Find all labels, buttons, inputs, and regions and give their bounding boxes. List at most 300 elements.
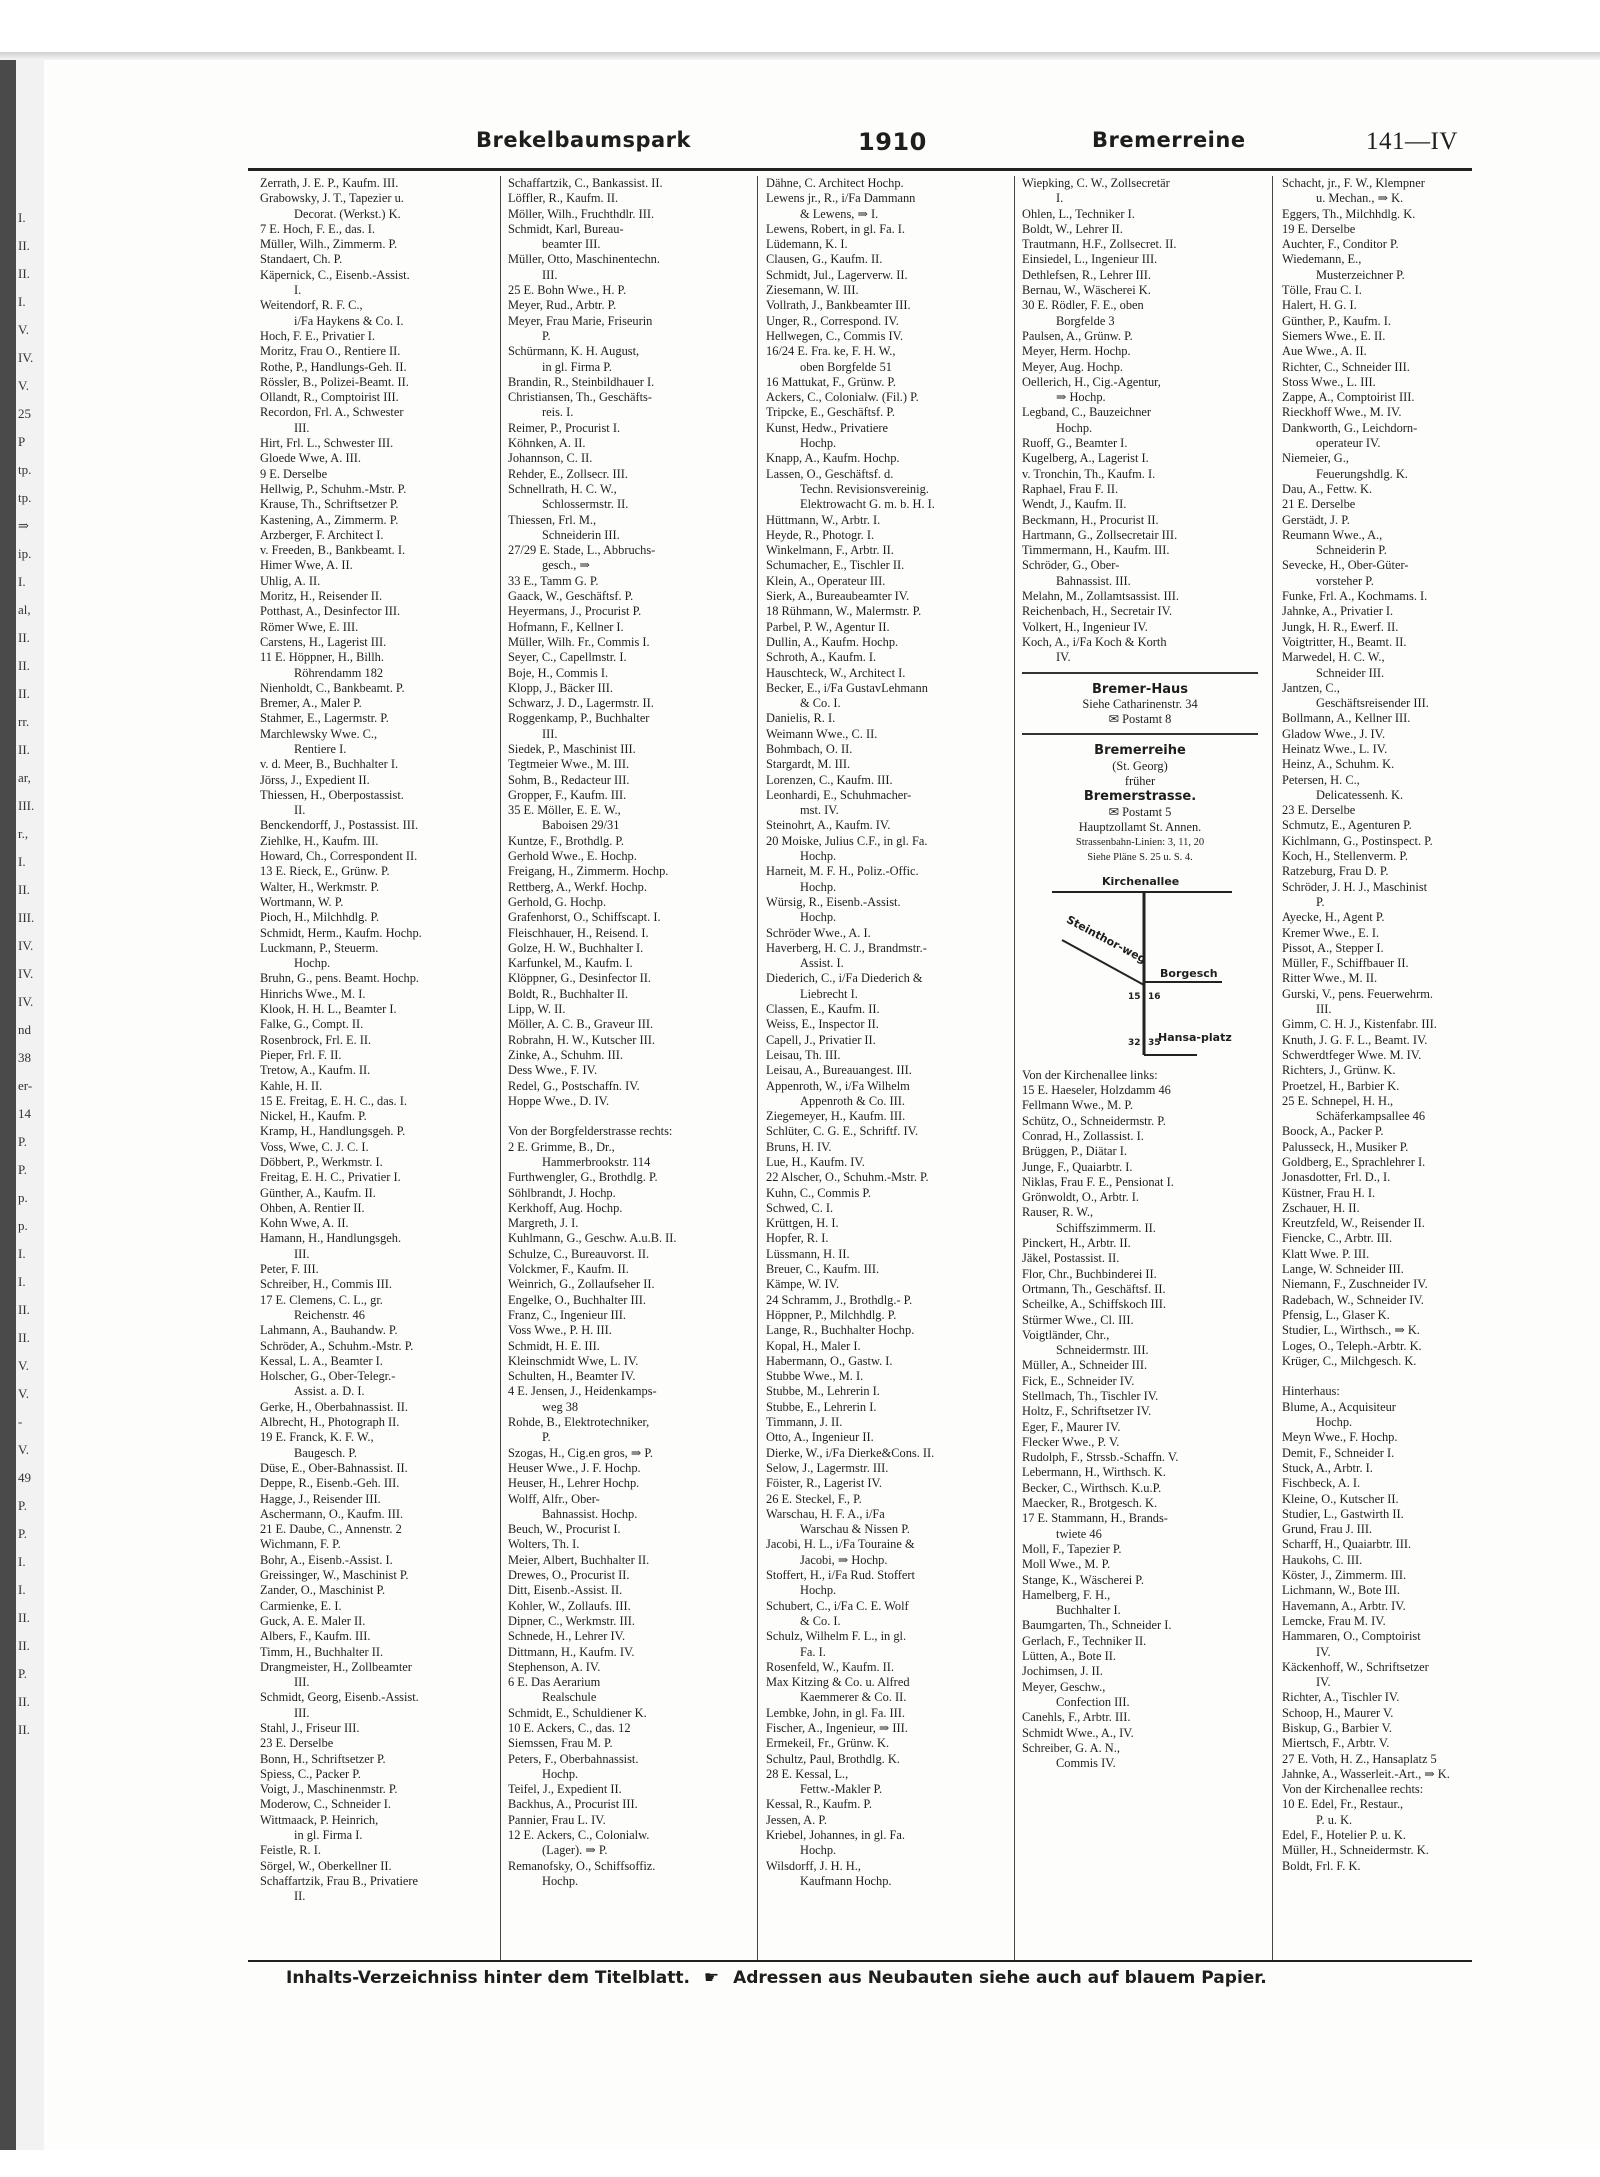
previous-page-mark: 38 (18, 1050, 31, 1065)
directory-entry: Realschule (542, 1690, 597, 1705)
previous-page-mark: I. (18, 1582, 26, 1597)
directory-entry: Sierk, A., Bureaubeamter IV. (766, 589, 910, 604)
directory-entry: Müller, Wilh., Zimmerm. P. (260, 237, 398, 252)
column-1 (260, 176, 488, 1966)
directory-entry: Jacobi, H. L., i/Fa Touraine & (766, 1537, 915, 1552)
directory-entry: Jahnke, A., Wasserleit.-Art., ⇒ K. (1282, 1766, 1450, 1781)
directory-entry: Pieper, Frl. F. II. (260, 1047, 342, 1062)
directory-entry: Schröder, J. H. J., Maschinist (1282, 879, 1428, 894)
directory-entry: Roggenkamp, P., Buchhalter (508, 711, 650, 726)
directory-entry: Klook, H. H. L., Beamter I. (260, 1002, 397, 1017)
directory-entry: Feuerungshdlg. K. (1316, 466, 1408, 481)
map-number-16: 16 (1148, 991, 1161, 1002)
directory-entry: 28 E. Kessal, L., (766, 1766, 849, 1781)
directory-entry: Lahmann, A., Bauhandw. P. (260, 1323, 398, 1338)
directory-entry: Lemcke, Frau M. IV. (1282, 1613, 1386, 1628)
directory-entry: Fa. I. (800, 1644, 826, 1659)
directory-entry: Hoppe Wwe., D. IV. (508, 1093, 610, 1108)
previous-page-mark: II. (18, 882, 30, 897)
directory-entry: Wichmann, F. P. (260, 1537, 341, 1552)
directory-entry: Stahmer, E., Lagermstr. P. (260, 711, 389, 726)
directory-entry: Haverberg, H. C. J., Brandmstr.- (766, 940, 927, 955)
directory-entry: Stubbe, M., Lehrerin I. (766, 1384, 880, 1399)
directory-entry: Appenroth, W., i/Fa Wilhelm (766, 1078, 910, 1093)
directory-entry: Lue, H., Kaufm. IV. (766, 1155, 865, 1169)
directory-entry: Greissinger, W., Maschinist P. (260, 1568, 409, 1583)
directory-entry: Elektrowacht G. m. b. H. I. (800, 497, 935, 512)
directory-entry: Drewes, O., Procurist II. (508, 1568, 630, 1583)
directory-entry: operateur IV. (1316, 436, 1381, 451)
previous-page-mark: I. (18, 574, 26, 589)
directory-entry: Günther, A., Kaufm. II. (260, 1185, 376, 1200)
directory-entry: Voss, Wwe, C. J. C. I. (260, 1139, 369, 1154)
directory-entry: III. (294, 420, 310, 435)
directory-entry: Ortmann, Th., Geschäftsf. II. (1022, 1281, 1166, 1296)
column-2 (508, 176, 744, 1966)
page-footer (286, 1968, 1476, 1988)
directory-entry: Becker, C., Wirthsch. K.u.P. (1022, 1480, 1162, 1495)
directory-entry: Aschermann, O., Kaufm. III. (260, 1506, 404, 1521)
directory-entry: Holscher, G., Ober-Telegr.- (260, 1369, 396, 1384)
directory-entry: Eger, F., Maurer IV. (1022, 1419, 1121, 1434)
directory-entry: Schreiber, G. A. N., (1022, 1740, 1120, 1755)
directory-entry: Knapp, A., Kaufm. Hochp. (766, 451, 900, 466)
directory-entry: Paulsen, A., Grünw. P. (1022, 328, 1133, 343)
directory-entry: & Co. I. (800, 696, 841, 711)
directory-entry: Rössler, B., Polizei-Beamt. II. (260, 374, 409, 389)
directory-entry: Rohde, B., Elektrotechniker, (508, 1415, 650, 1430)
directory-entry: 22 Alscher, O., Schuhm.-Mstr. P. (766, 1170, 929, 1185)
directory-entry: Wiedemann, E., (1282, 252, 1362, 267)
directory-entry: Gaack, W., Geschäftsf. P. (508, 589, 634, 604)
previous-page-mark: IV. (18, 994, 34, 1009)
directory-entry: 25 E. Bohn Wwe., H. P. (508, 283, 627, 298)
directory-entry: Feistle, R. I. (260, 1843, 321, 1858)
directory-entry: Hochp. (800, 910, 837, 925)
directory-entry: Ackers, C., Colonialw. (Fil.) P. (766, 390, 919, 405)
previous-page-mark: V. (18, 1386, 29, 1401)
directory-entry: Zerrath, J. E. P., Kaufm. III. (260, 176, 399, 190)
directory-entry: Zschauer, H. II. (1282, 1200, 1360, 1215)
directory-entry: Hochp. (800, 1583, 837, 1598)
directory-entry: Richters, J., Grünw. K. (1282, 1063, 1396, 1078)
previous-page-mark: II. (18, 266, 30, 281)
directory-entry: 21 E. Daube, C., Annenstr. 2 (260, 1522, 402, 1537)
directory-entry: III. (1316, 1002, 1332, 1017)
directory-entry: Borgfelde 3 (1056, 313, 1115, 328)
directory-entry: v. d. Meer, B., Buchhalter I. (260, 757, 399, 772)
directory-entry: Havemann, A., Arbtr. IV. (1282, 1598, 1406, 1613)
directory-entry: Ruoff, G., Beamter I. (1022, 436, 1128, 451)
directory-entry: Knuth, J. G. F. L., Beamt. IV. (1282, 1032, 1428, 1047)
directory-entry: Hochp. (800, 879, 837, 894)
directory-entry: Dähne, C. Architect Hochp. (766, 176, 904, 190)
directory-entry: 10 E. Ackers, C., das. 12 (508, 1720, 631, 1735)
directory-entry: Zinke, A., Schuhm. III. (508, 1047, 623, 1062)
directory-entry: Kriebel, Johannes, in gl. Fa. (766, 1828, 906, 1843)
directory-entry: Carstens, H., Lagerist III. (260, 634, 387, 649)
directory-entry: II. (294, 1889, 306, 1904)
directory-entry: Hoch, F. E., Privatier I. (260, 328, 375, 343)
directory-entry: Wiepking, C. W., Zollsecretär (1022, 176, 1170, 190)
column-4-bottom (1022, 1068, 1258, 1772)
directory-entry: Warschau, H. F. A., i/Fa (766, 1506, 885, 1521)
directory-entry: Eggers, Th., Milchhdlg. K. (1282, 206, 1416, 221)
previous-page-mark: r., (18, 826, 29, 841)
directory-entry: Schütz, O., Schneidermstr. P. (1022, 1113, 1166, 1128)
previous-page-mark: p. (18, 1190, 28, 1205)
directory-entry: 20 Moiske, Julius C.F., in gl. Fa. (766, 833, 928, 848)
directory-entry: Classen, E., Kaufm. II. (766, 1002, 880, 1017)
directory-entry: Kugelberg, A., Lagerist I. (1022, 451, 1149, 466)
previous-page-mark: V. (18, 1442, 29, 1457)
directory-entry: Hartmann, G., Zollsecretair III. (1022, 527, 1178, 542)
previous-page-mark: P. (18, 1666, 28, 1681)
footer-newbuild-note: Adressen aus Neubauten siehe auch auf blauem Papier. (733, 1968, 1267, 1988)
directory-entry: Walter, H., Werkmstr. P. (260, 879, 380, 894)
directory-entry: Sohm, B., Redacteur III. (508, 772, 630, 787)
directory-entry: 7 E. Hoch, F. E., das. I. (260, 221, 375, 236)
directory-entry: Lüssmann, H. II. (766, 1246, 850, 1261)
directory-entry: Fick, E., Schneider IV. (1022, 1373, 1135, 1388)
directory-entry: Beuch, W., Procurist I. (508, 1522, 621, 1537)
directory-entry: 13 E. Rieck, E., Grünw. P. (260, 864, 390, 879)
directory-entry: 25 E. Schnepel, H. H., (1282, 1093, 1394, 1108)
directory-entry: Schäferkampsallee 46 (1316, 1109, 1426, 1124)
directory-entry: Commis IV. (1056, 1756, 1116, 1771)
directory-entry: Würsig, R., Eisenb.-Assist. (766, 894, 901, 909)
directory-entry: Zander, O., Maschinist P. (260, 1583, 386, 1598)
directory-entry: Voigtritter, H., Beamt. II. (1282, 634, 1407, 649)
directory-entry: Schmidt, Jul., Lagerverw. II. (766, 267, 908, 282)
header-street-right: Bremerreine (1092, 128, 1246, 152)
directory-entry: Baumgarten, Th., Schneider I. (1022, 1618, 1172, 1633)
directory-entry: Baugesch. P. (294, 1445, 357, 1460)
directory-entry: Siemers Wwe., E. II. (1282, 328, 1386, 343)
directory-entry: 27/29 E. Stade, L., Abbruchs- (508, 543, 656, 558)
directory-entry: Volkert, H., Ingenieur IV. (1022, 619, 1148, 634)
directory-entry: Jungk, H. R., Ewerf. II. (1282, 619, 1399, 634)
directory-entry: Gropper, F., Kaufm. III. (508, 787, 627, 802)
directory-entry: Weitendorf, R. F. C., (260, 298, 363, 313)
directory-entry: Confection III. (1056, 1694, 1130, 1709)
directory-entry: Niemann, F., Zuschneider IV. (1282, 1277, 1428, 1292)
directory-entry: Petersen, H. C., (1282, 772, 1360, 787)
directory-entry: Grabowsky, J. T., Tapezier u. (260, 191, 404, 206)
directory-entry: Kessal, R., Kaufm. P. (766, 1797, 873, 1812)
previous-page-mark: I. (18, 1554, 26, 1569)
directory-entry: Weiss, E., Inspector II. (766, 1017, 879, 1032)
directory-entry: Ohben, A. Rentier II. (260, 1200, 365, 1215)
directory-entry: twiete 46 (1056, 1526, 1102, 1541)
column-divider (500, 176, 501, 1961)
directory-entry: Schumacher, E., Tischler II. (766, 558, 905, 573)
directory-entry: Redel, G., Postschaffn. IV. (508, 1078, 640, 1093)
directory-entry: Junge, F., Quaiarbtr. I. (1022, 1159, 1133, 1174)
directory-entry: Reichenbach, H., Secretair IV. (1022, 604, 1173, 619)
directory-entry: Jahnke, A., Privatier I. (1282, 604, 1394, 619)
box-rule (1022, 733, 1258, 735)
directory-entry: Wilsdorff, J. H. H., (766, 1858, 861, 1873)
previous-page-mark: 49 (18, 1470, 31, 1485)
directory-entry: Hochp. (800, 436, 837, 451)
directory-entry: Remanofsky, O., Schiffsoffiz. (508, 1858, 656, 1873)
directory-entry: Steinohrt, A., Kaufm. IV. (766, 818, 891, 833)
directory-entry: Freitag, E. H. C., Privatier I. (260, 1170, 401, 1185)
directory-entry: Dipner, C., Werkmstr. III. (508, 1613, 635, 1628)
directory-entry: Golze, H. W., Buchhalter I. (508, 940, 644, 955)
directory-entry: Hopfer, R. I. (766, 1231, 829, 1246)
directory-entry: Schubert, C., i/Fa C. E. Wolf (766, 1598, 909, 1613)
directory-entry: Kohler, W., Zollaufs. III. (508, 1598, 631, 1613)
directory-entry: Ziesemann, W. III. (766, 283, 859, 298)
directory-entry: Klöppner, G., Desinfector II. (508, 971, 651, 986)
directory-entry: Johannson, C. II. (508, 451, 593, 466)
directory-entry: Oellerich, H., Cig.-Agentur, (1022, 374, 1161, 389)
previous-page-mark: ⇒ (18, 518, 29, 533)
directory-entry: i/Fa Haykens & Co. I. (294, 313, 404, 328)
previous-page-mark: al, (18, 602, 31, 617)
directory-entry: Hinrichs Wwe., M. I. (260, 986, 366, 1001)
previous-page-mark: V. (18, 378, 29, 393)
directory-entry: Bernau, W., Wäscherei K. (1022, 283, 1151, 298)
directory-entry: vorsteher P. (1316, 573, 1374, 588)
directory-entry: & Lewens, ⇒ I. (800, 206, 879, 221)
directory-entry: Gladow Wwe., J. IV. (1282, 726, 1386, 741)
previous-page-mark: P. (18, 1162, 28, 1177)
directory-entry: Wolters, Th. I. (508, 1537, 580, 1552)
directory-entry: Unger, R., Correspond. IV. (766, 313, 899, 328)
directory-entry: Wortmann, W. P. (260, 894, 344, 909)
directory-entry: gesch., ⇒ (542, 558, 590, 573)
directory-entry: Rosenbrock, Frl. E. II. (260, 1032, 372, 1047)
directory-entry: Canehls, F., Arbtr. III. (1022, 1710, 1131, 1725)
bremerreihe-postamt: ✉ Postamt 5 (1108, 804, 1172, 819)
directory-entry: Loges, O., Teleph.-Arbtr. K. (1282, 1338, 1422, 1353)
directory-entry: Haukohs, C. III. (1282, 1552, 1363, 1567)
directory-entry: Tripcke, E., Geschäftsf. P. (766, 405, 895, 420)
directory-entry: Käpernick, C., Eisenb.-Assist. (260, 267, 410, 282)
directory-entry: (Lager). ⇒ P. (542, 1843, 608, 1858)
column-3 (766, 176, 1002, 1966)
directory-entry: Engelke, O., Buchhalter III. (508, 1292, 646, 1307)
directory-entry: Schmidt, H. E. III. (508, 1338, 600, 1353)
directory-entry: Guck, A. E. Maler II. (260, 1613, 366, 1628)
directory-entry: mst. IV. (800, 803, 839, 818)
directory-entry: Bruns, H. IV. (766, 1139, 832, 1154)
directory-entry: Schacht, jr., F. W., Klempner (1282, 176, 1425, 190)
directory-entry: Nickel, H., Kaufm. P. (260, 1109, 367, 1124)
directory-entry: Timmann, J. II. (766, 1415, 843, 1430)
directory-entry: Dullin, A., Kaufm. Hochp. (766, 634, 899, 649)
footer-rule (248, 1960, 1472, 1962)
directory-entry: v. Tronchin, Th., Kaufm. I. (1022, 466, 1156, 481)
directory-entry: Weimann Wwe., C. II. (766, 726, 878, 741)
directory-entry: Biskup, G., Barbier V. (1282, 1720, 1393, 1735)
directory-entry: Jacobi, ⇒ Hochp. (800, 1552, 888, 1567)
directory-entry: P. u. K. (1316, 1812, 1353, 1827)
directory-entry: 23 E. Derselbe (1282, 803, 1356, 818)
previous-page-mark: P. (18, 1498, 28, 1513)
directory-entry: Leisau, A., Bureauangest. III. (766, 1063, 912, 1078)
previous-page-mark: II. (18, 742, 30, 757)
directory-entry: Ratzeburg, Frau D. P. (1282, 864, 1389, 879)
directory-entry: Moritz, H., Reisender II. (260, 589, 383, 604)
directory-entry: Diederich, C., i/Fa Diederich & (766, 971, 923, 986)
directory-entry: Schaffartzik, Frau B., Privatiere (260, 1873, 419, 1888)
directory-entry: Wittmaack, P. Heinrich, (260, 1812, 379, 1827)
bremerreihe-title: Bremerreihe (1094, 743, 1186, 759)
directory-entry: Schröder, A., Schuhm.-Mstr. P. (260, 1338, 414, 1353)
directory-entry: Schmidt Wwe., A., IV. (1022, 1725, 1134, 1740)
directory-entry: Demit, F., Schneider I. (1282, 1445, 1395, 1460)
directory-entry: 9 E. Derselbe (260, 466, 328, 481)
directory-entry: Arzberger, F. Architect I. (260, 527, 384, 542)
directory-entry: III. (542, 726, 558, 741)
directory-entry: Kunst, Hedw., Privatiere (766, 420, 889, 435)
directory-entry: Studier, L., Wirthsch., ⇒ K. (1282, 1323, 1420, 1338)
directory-entry: Kremer Wwe., E. I. (1282, 925, 1380, 940)
directory-entry: Halert, H. G. I. (1282, 298, 1357, 313)
directory-entry: Klatt Wwe. P. III. (1282, 1246, 1370, 1261)
directory-entry: Musterzeichner P. (1316, 267, 1405, 282)
directory-entry: Kaemmerer & Co. II. (800, 1690, 907, 1705)
directory-entry: Boldt, Frl. F. K. (1282, 1858, 1361, 1873)
directory-entry: Conrad, H., Zollassist. I. (1022, 1128, 1144, 1143)
bremerreihe-strassenbahn: Strassenbahn-Linien: 3, 11, 20 (1075, 837, 1205, 849)
directory-entry: 16 Mattukat, F., Grünw. P. (766, 374, 897, 389)
directory-entry: Schlüter, C. G. E., Schriftf. IV. (766, 1124, 919, 1139)
directory-entry: Appenroth & Co. III. (800, 1093, 905, 1108)
directory-entry: Drangmeister, H., Zollbeamter (260, 1659, 412, 1674)
directory-entry: Melahn, M., Zollamtsassist. III. (1022, 589, 1179, 604)
directory-entry: Siemssen, Frau M. P. (508, 1736, 613, 1751)
directory-entry: Wendt, J., Kaufm. II. (1022, 497, 1127, 512)
directory-entry: Ayecke, H., Agent P. (1282, 910, 1385, 925)
directory-entry: Klopp, J., Bäcker III. (508, 680, 613, 695)
directory-entry: 10 E. Edel, Fr., Restaur., (1282, 1797, 1404, 1812)
directory-entry: Stoss Wwe., L. III. (1282, 374, 1376, 389)
directory-entry: Brüggen, P., Diätar I. (1022, 1144, 1127, 1159)
previous-page-mark: nd (18, 1022, 31, 1037)
directory-entry: 2 E. Grimme, B., Dr., (508, 1139, 615, 1154)
directory-entry: 4 E. Jensen, J., Heidenkamps- (508, 1384, 657, 1399)
directory-entry: 35 E. Möller, E. E. W., (508, 803, 621, 818)
directory-entry: Hamelberg, F. H., (1022, 1587, 1111, 1602)
directory-entry: P. (1316, 894, 1325, 909)
previous-page-mark: II. (18, 1302, 30, 1317)
directory-entry: in gl. Firma P. (542, 359, 612, 374)
map-label-steinthorweg: Steinthor-weg (1064, 912, 1149, 966)
directory-entry: Rosenfeld, W., Kaufm. II. (766, 1659, 895, 1674)
directory-entry: Baboisen 29/31 (542, 818, 620, 833)
previous-page-mark: tp. (18, 490, 32, 505)
directory-entry: Höppner, P., Milchhdlg. P. (766, 1307, 897, 1322)
directory-entry: Furthwengler, G., Brothdlg. P. (508, 1170, 658, 1185)
directory-entry: Bahnassist. III. (1056, 573, 1131, 588)
previous-page-mark: I. (18, 1246, 26, 1261)
directory-entry: Fischer, A., Ingenieur, ⇒ III. (766, 1720, 908, 1735)
directory-entry: Köster, J., Zimmerm. III. (1282, 1568, 1407, 1583)
directory-entry: Schröder, G., Ober- (1022, 558, 1120, 573)
directory-entry: Lipp, W. II. (508, 1002, 566, 1017)
directory-entry: Stubbe Wwe., M. I. (766, 1369, 864, 1384)
directory-entry: Schoop, H., Maurer V. (1282, 1705, 1394, 1720)
directory-entry: Käckenhoff, W., Schriftsetzer (1282, 1659, 1429, 1674)
directory-entry: Szogas, H., Cig.en gros, ⇒ P. (508, 1445, 653, 1460)
directory-entry: Schulten, H., Beamter IV. (508, 1369, 636, 1384)
directory-entry (508, 1109, 744, 1124)
directory-entry: Löffler, R., Kaufm. II. (508, 191, 619, 206)
directory-entry: Kreutzfeld, W., Reisender II. (1282, 1216, 1425, 1231)
map-label-borgesch: Borgesch (1160, 966, 1218, 980)
directory-entry: Einsiedel, L., Ingenieur III. (1022, 252, 1158, 267)
directory-entry: Pissot, A., Stepper I. (1282, 940, 1384, 955)
column-4-top (1022, 176, 1258, 666)
directory-entry: Funke, Frl. A., Kochmams. I. (1282, 589, 1428, 604)
previous-page-mark: er- (18, 1078, 33, 1093)
directory-entry: Voss Wwe., P. H. III. (508, 1323, 612, 1338)
directory-entry: Liebrecht I. (800, 986, 858, 1001)
directory-entry: Kleinschmidt Wwe, L. IV. (508, 1353, 639, 1368)
directory-entry: Meier, Albert, Buchhalter II. (508, 1552, 650, 1567)
directory-entry: u. Mechan., ⇒ K. (1316, 191, 1404, 206)
directory-entry: Breuer, C., Kaufm. III. (766, 1262, 880, 1277)
directory-entry: Volckmer, F., Kaufm. II. (508, 1262, 629, 1277)
directory-entry: Hirt, Frl. L., Schwester III. (260, 436, 394, 451)
directory-entry: Jonasdotter, Frl. D., I. (1282, 1170, 1391, 1185)
directory-entry: Richter, C., Schneider III. (1282, 359, 1410, 374)
directory-entry: Krüttgen, H. I. (766, 1216, 839, 1231)
previous-page-mark: II. (18, 1610, 30, 1625)
directory-entry: 21 E. Derselbe (1282, 497, 1356, 512)
directory-entry: Düse, E., Ober-Bahnassist. II. (260, 1460, 408, 1475)
directory-entry: Proetzel, H., Barbier K. (1282, 1078, 1400, 1093)
directory-entry: Spiess, C., Packer P. (260, 1766, 361, 1781)
directory-entry: Reumann Wwe., A., (1282, 527, 1383, 542)
directory-entry: Schneiderin III. (542, 527, 620, 542)
directory-entry: Jäkel, Postassist. II. (1022, 1251, 1120, 1266)
directory-entry: Jochimsen, J. II. (1022, 1664, 1103, 1679)
pointing-hand-icon: ☛ (703, 1968, 720, 1988)
map-label-hansaplatz: Hansa-platz (1158, 1030, 1232, 1044)
directory-entry: Rehder, E., Zollsecr. III. (508, 466, 628, 481)
directory-entry: 15 E. Freitag, E. H. C., das. I. (260, 1093, 407, 1108)
directory-entry: Hammaren, O., Comptoirist (1282, 1629, 1421, 1644)
directory-entry: Heyde, R., Photogr. I. (766, 527, 875, 542)
directory-entry: beamter III. (542, 237, 601, 252)
directory-entry: Assist. a. D. I. (294, 1384, 365, 1399)
directory-entry: Müller, Otto, Maschinentechn. (508, 252, 660, 267)
directory-entry: Pioch, H., Milchhdlg. P. (260, 910, 380, 925)
previous-page-mark: IV. (18, 938, 34, 953)
directory-entry: Flecker Wwe., P. V. (1022, 1434, 1120, 1449)
directory-entry: Schnede, H., Lehrer IV. (508, 1629, 626, 1644)
directory-entry: 6 E. Das Aerarium (508, 1675, 601, 1690)
directory-entry: Rentiere I. (294, 741, 347, 756)
directory-entry: Ditt, Eisenb.-Assist. II. (508, 1583, 623, 1598)
footer-index-note: Inhalts-Verzeichniss hinter dem Titelblatt. (286, 1968, 690, 1988)
directory-entry: Kessal, L. A., Beamter I. (260, 1353, 383, 1368)
map-label-kirchenallee: Kirchenallee (1102, 874, 1180, 888)
directory-entry: Maecker, R., Brotgesch. K. (1022, 1496, 1158, 1511)
directory-entry: Hochp. (1316, 1415, 1353, 1430)
directory-entry: III. (294, 1705, 310, 1720)
directory-entry: IV. (1056, 650, 1071, 665)
directory-entry: Tölle, Frau C. I. (1282, 283, 1362, 298)
previous-page-mark: II. (18, 238, 30, 253)
previous-page-mark: II. (18, 630, 30, 645)
